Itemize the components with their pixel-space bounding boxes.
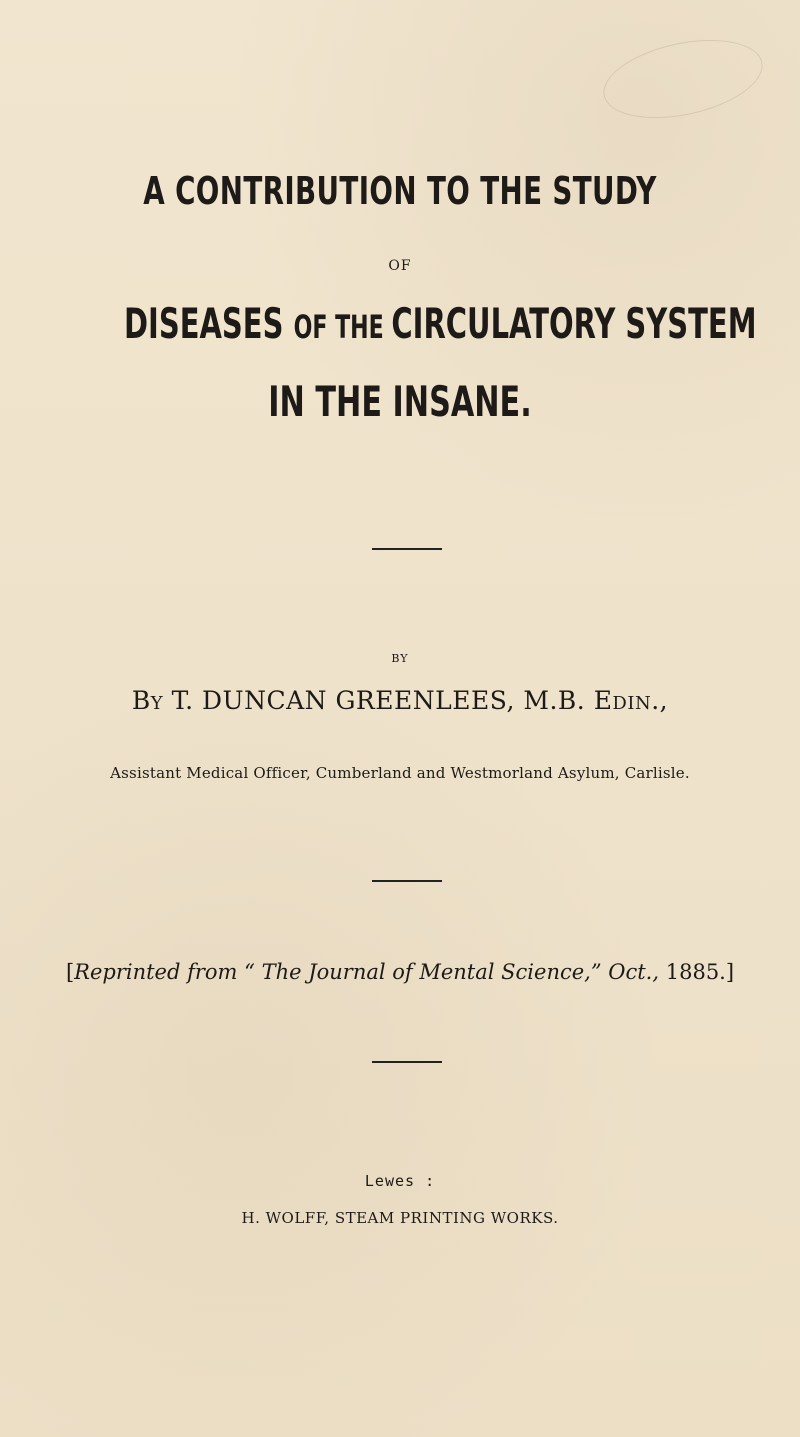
reprint-open-bracket: [ — [65, 960, 75, 984]
reprint-year: 1885.] — [665, 960, 735, 984]
title-line-2-diseases: DISEASES — [124, 299, 294, 348]
title-line-3: IN THE INSANE. — [268, 377, 532, 426]
paper-stain-decoration — [592, 18, 782, 138]
author-prefix: By — [131, 686, 164, 715]
reprint-note — [0, 960, 800, 984]
reprint-date: Oct., — [608, 960, 660, 984]
divider-rule-1 — [372, 548, 442, 550]
author-affiliation: Assistant Medical Officer, Cumberland and Westmorland Asylum, Carlisle. — [110, 764, 690, 782]
title-line-2-circulatory-system: CIRCULATORY SYSTEM — [391, 299, 757, 348]
by-label: BY — [391, 652, 409, 665]
reprint-text: Reprinted from — [74, 960, 238, 984]
divider-rule-3 — [372, 1061, 442, 1063]
divider-rule-2 — [372, 880, 442, 882]
title-line-2 — [124, 299, 757, 348]
publication-place: Lewes : — [364, 1172, 436, 1190]
author-degree: Edin., — [593, 686, 669, 715]
title-line-1: A CONTRIBUTION TO THE STUDY — [143, 169, 657, 213]
printer-line: H. WOLFF, STEAM PRINTING WORKS. — [241, 1209, 559, 1227]
title-line-2-of-the: OF THE — [293, 308, 392, 346]
author-name: T. DUNCAN GREENLEES, M.B. — [171, 686, 586, 715]
reprint-journal: “ The Journal of Mental Science,” — [244, 960, 602, 984]
title-of: OF — [388, 258, 412, 274]
author-line — [0, 686, 800, 715]
